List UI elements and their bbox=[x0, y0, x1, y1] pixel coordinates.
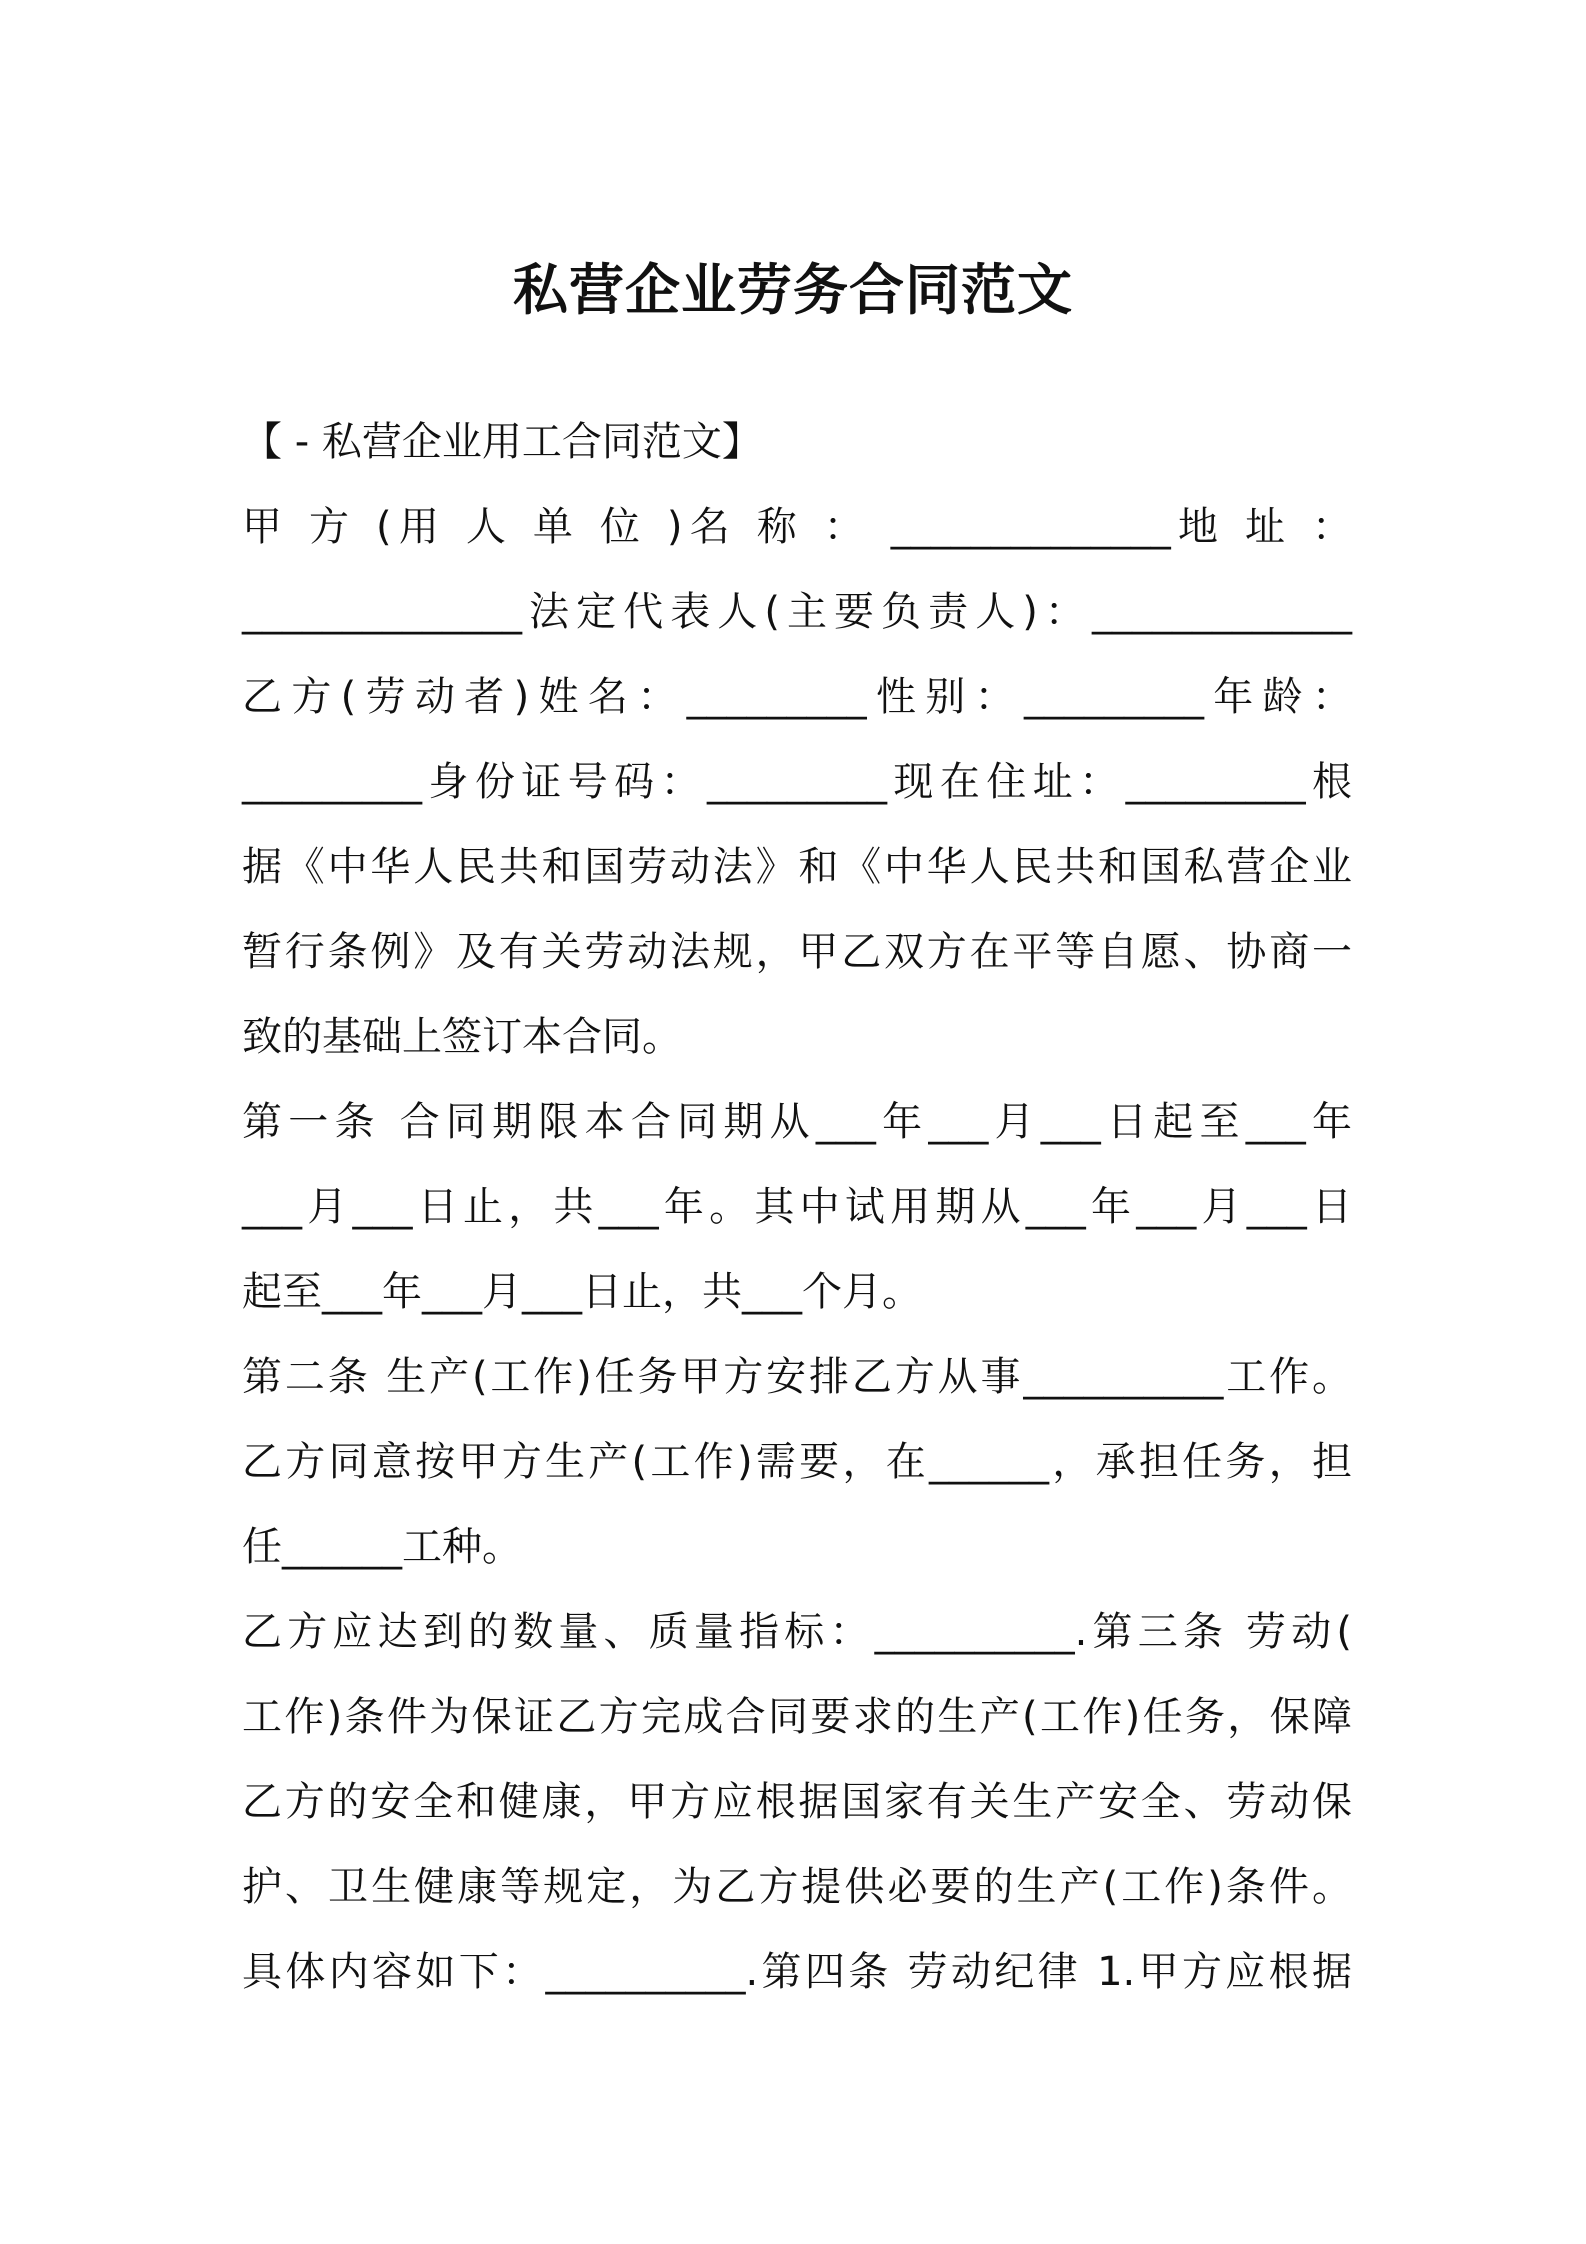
document-line: 第一条 合同期限本合同期从___年___月___日起至___年 bbox=[242, 1099, 1352, 1145]
document-line: 暂行条例》及有关劳动法规，甲乙双方在平等自愿、协商一 bbox=[242, 929, 1352, 975]
document-line: 致的基础上签订本合同。 bbox=[242, 1014, 682, 1060]
document-line: ______________法定代表人(主要负责人)：_____________ bbox=[242, 589, 1352, 635]
document-line: ___月___日止，共___年。其中试用期从___年___月___日 bbox=[242, 1184, 1352, 1230]
document-line: 据《中华人民共和国劳动法》和《中华人民共和国私营企业 bbox=[242, 844, 1352, 890]
document-line: 【 - 私营企业用工合同范文】 bbox=[242, 419, 762, 465]
document-line: 甲 方 (用 人 单 位 )名 称 ： ______________地 址 ： bbox=[242, 504, 1352, 550]
document-line: 具体内容如下：__________.第四条 劳动纪律 1.甲方应根据 bbox=[242, 1949, 1352, 1995]
document-line: 乙方同意按甲方生产(工作)需要，在______，承担任务，担 bbox=[242, 1439, 1352, 1485]
document-line: 任______工种。 bbox=[242, 1524, 522, 1570]
document-line: 护、卫生健康等规定，为乙方提供必要的生产(工作)条件。 bbox=[242, 1864, 1352, 1910]
document-line: 乙方(劳动者)姓名：_________性别：_________年龄： bbox=[242, 674, 1352, 720]
document-line: 乙方的安全和健康，甲方应根据国家有关生产安全、劳动保 bbox=[242, 1779, 1352, 1825]
document-line: 起至___年___月___日止，共___个月。 bbox=[242, 1269, 922, 1315]
document-line: _________身份证号码：_________现在住址：_________根 bbox=[242, 759, 1352, 805]
document-line: 第二条 生产(工作)任务甲方安排乙方从事__________工作。 bbox=[242, 1354, 1352, 1400]
document-line: 乙方应达到的数量、质量指标：__________.第三条 劳动( bbox=[242, 1609, 1352, 1655]
document-title: 私营企业劳务合同范文 bbox=[512, 258, 1073, 322]
document-line: 工作)条件为保证乙方完成合同要求的生产(工作)任务，保障 bbox=[242, 1694, 1352, 1740]
